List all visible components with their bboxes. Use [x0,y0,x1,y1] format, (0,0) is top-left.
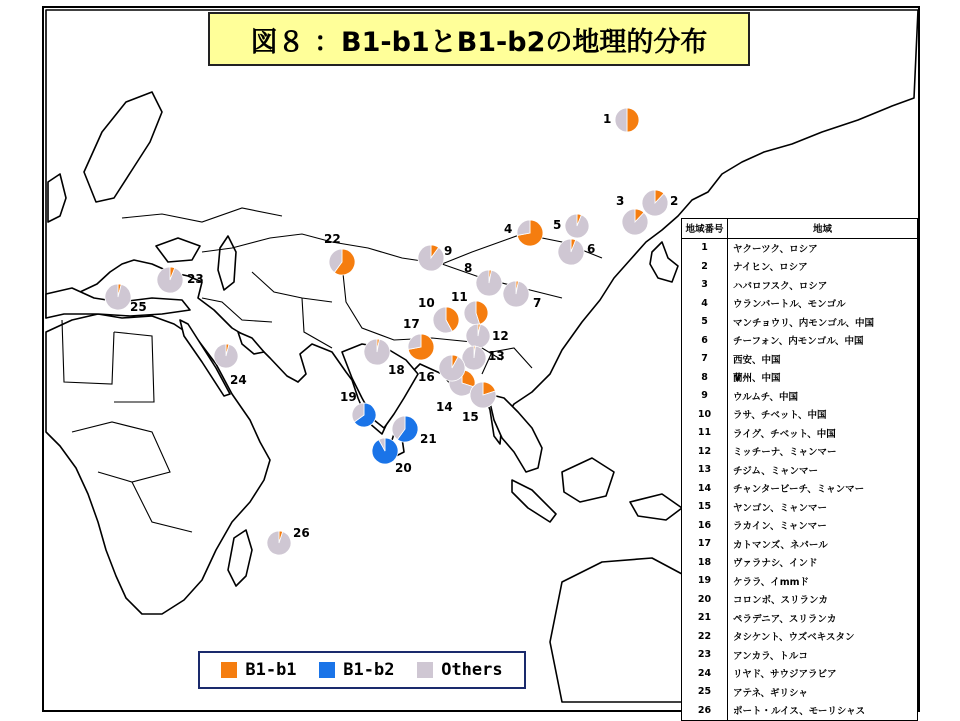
table-cell-region: ミッチーナ、ミャンマー [733,447,837,459]
site-pie-19 [350,401,378,429]
site-label-9: 9 [444,244,453,258]
table-cell-region: チーフォン、内モンゴル、中国 [733,336,864,348]
table-cell-region: アンカラ、トルコ [733,650,808,662]
table-cell-number: 17 [682,535,728,554]
site-pie-4 [515,218,545,248]
legend-item-b1b1 [221,660,296,680]
table-row [682,646,917,665]
table-cell-number: 7 [682,350,728,369]
site-label-23: 23 [187,272,204,286]
pie-slice-b1b1 [627,108,639,132]
table-cell-region: 蘭州、中国 [733,373,781,385]
table-row [682,331,917,350]
pie-slice-others [503,281,529,307]
site-label-5: 5 [553,218,562,232]
new-guinea-coastline [630,494,682,520]
site-pie-1 [613,106,641,134]
table-cell-number: 3 [682,276,728,295]
site-label-18: 18 [388,363,405,377]
table-cell-number: 13 [682,461,728,480]
table-cell-region: チジム、ミャンマー [733,465,819,477]
legend-swatch-b1b1 [221,662,237,678]
table-body [682,239,917,720]
table-row [682,424,917,443]
table-row [682,590,917,609]
site-label-3: 3 [616,194,625,208]
table-row [682,405,917,424]
site-label-25: 25 [130,300,147,314]
site-label-1: 1 [603,112,612,126]
page-title: 図８ ：B1-b1とB1-b2の地理的分布 [208,12,750,66]
site-label-15: 15 [462,410,479,424]
site-label-14: 14 [436,400,453,414]
table-cell-region: ライグ、チベット、中国 [733,428,836,440]
japan-coastline [650,242,678,282]
table-row [682,609,917,628]
site-pie-17 [406,332,436,362]
pie-slice-others [439,355,465,381]
site-label-19: 19 [340,390,357,404]
site-label-24: 24 [230,373,247,387]
pie-slice-others [565,214,589,238]
site-pie-6 [556,237,586,267]
legend-label-others: Others [441,660,503,680]
pie-slice-others [157,267,183,293]
table-cell-number: 14 [682,479,728,498]
site-pie-16 [437,353,467,383]
sumatra-coastline [512,480,556,522]
table-cell-region: 西安、中国 [733,354,781,366]
pie-slice-others [558,239,584,265]
legend-swatch-b1b2 [319,662,335,678]
table-cell-region: ハバロフスク、ロシア [733,280,828,292]
legend-item-others [417,660,502,680]
site-pie-8 [474,268,504,298]
table-cell-number: 23 [682,646,728,665]
site-pie-22 [327,247,357,277]
site-label-6: 6 [587,242,596,256]
table-row [682,276,917,295]
table-row [682,257,917,276]
site-pie-15 [468,380,498,410]
table-row [682,683,917,702]
legend-item-b1b2 [319,660,394,680]
table-row [682,294,917,313]
table-cell-number: 19 [682,572,728,591]
table-cell-region: タシケント、ウズベキスタン [733,632,855,644]
site-label-7: 7 [533,296,542,310]
site-pie-24 [212,342,240,370]
region-table [681,218,918,721]
table-cell-number: 21 [682,609,728,628]
pie-slice-others [615,108,627,132]
borneo-coastline [562,458,614,502]
table-cell-region: ラサ、チベット、中国 [733,410,827,422]
table-cell-number: 2 [682,257,728,276]
table-cell-region: コロンボ、スリランカ [733,595,829,607]
pie-slice-others [418,245,444,271]
table-row [682,553,917,572]
table-row [682,535,917,554]
site-label-10: 10 [418,296,435,310]
table-cell-region: ケララ、イmmド [733,576,810,588]
table-cell-region: ヤンゴン、ミャンマー [733,502,827,514]
table-cell-number: 20 [682,590,728,609]
site-label-16: 16 [418,370,435,384]
legend-label-b1b1: B1-b1 [245,660,297,680]
table-cell-number: 5 [682,313,728,332]
site-pie-5 [563,212,591,240]
table-cell-number: 6 [682,331,728,350]
legend-label-b1b2: B1-b2 [343,660,395,680]
table-cell-region: カトマンズ、ネパール [733,539,828,551]
site-label-17: 17 [403,317,420,331]
table-cell-region: ヴァラナシ、インド [733,558,818,570]
table-row [682,442,917,461]
pie-slice-others [622,209,648,235]
table-cell-number: 26 [682,701,728,720]
pie-slice-others [105,284,131,310]
site-pie-21 [390,414,420,444]
table-cell-region: ウランバートル、モンゴル [733,299,846,311]
site-pie-23 [155,265,185,295]
table-cell-number: 4 [682,294,728,313]
pie-slice-others [408,334,421,349]
table-cell-number: 18 [682,553,728,572]
table-cell-number: 15 [682,498,728,517]
table-row [682,498,917,517]
table-cell-region: アテネ、ギリシャ [733,687,808,699]
site-label-12: 12 [492,329,509,343]
table-cell-number: 10 [682,405,728,424]
table-header-region: 地域 [812,224,832,236]
site-pie-25 [103,282,133,312]
site-label-13: 13 [488,349,505,363]
table-cell-number: 11 [682,424,728,443]
table-row [682,368,917,387]
pie-slice-others [267,531,291,555]
table-row [682,239,917,258]
table-header-row [682,219,917,239]
table-row [682,350,917,369]
table-cell-region: チャンタービーチ、ミャンマー [733,484,865,496]
table-cell-number: 8 [682,368,728,387]
table-row [682,701,917,720]
table-header-number: 地域番号 [682,219,728,238]
table-cell-region: ペラデニア、スリランカ [733,613,837,625]
pie-slice-others [364,339,390,365]
table-cell-region: ヤクーツク、ロシア [733,243,818,255]
site-label-21: 21 [420,432,437,446]
table-cell-number: 1 [682,239,728,258]
site-label-20: 20 [395,461,412,475]
site-label-22: 22 [324,232,341,246]
madagascar-coastline [228,530,252,586]
table-row [682,461,917,480]
site-pie-3 [620,207,650,237]
table-row [682,313,917,332]
table-cell-region: リヤド、サウジアラビア [733,669,837,681]
table-cell-region: マンチョウリ、内モンゴル、中国 [733,317,874,329]
site-pie-7 [501,279,531,309]
pie-slice-others [214,344,238,368]
site-label-26: 26 [293,526,310,540]
site-label-4: 4 [504,222,513,236]
table-cell-region: ポート・ルイス、モーリシャス [733,706,866,718]
table-row [682,516,917,535]
table-cell-number: 25 [682,683,728,702]
legend-swatch-others [417,662,433,678]
table-cell-region: ラカイン、ミャンマー [733,521,827,533]
table-cell-number: 22 [682,627,728,646]
table-row [682,479,917,498]
table-cell-region: ウルムチ、中国 [733,391,798,403]
table-row [682,387,917,406]
pie-slice-others [517,220,530,235]
site-label-11: 11 [451,290,468,304]
site-pie-10 [431,305,461,335]
site-pie-26 [265,529,293,557]
site-label-2: 2 [670,194,679,208]
table-cell-number: 9 [682,387,728,406]
table-row [682,664,917,683]
legend [198,651,526,689]
table-row [682,572,917,591]
table-row [682,627,917,646]
table-cell-number: 12 [682,442,728,461]
table-cell-number: 24 [682,664,728,683]
site-label-8: 8 [464,261,473,275]
table-cell-number: 16 [682,516,728,535]
pie-slice-others [476,270,502,296]
site-pie-9 [416,243,446,273]
table-cell-region: ナイヒン、ロシア [733,262,808,274]
australia-coastline [550,558,682,702]
